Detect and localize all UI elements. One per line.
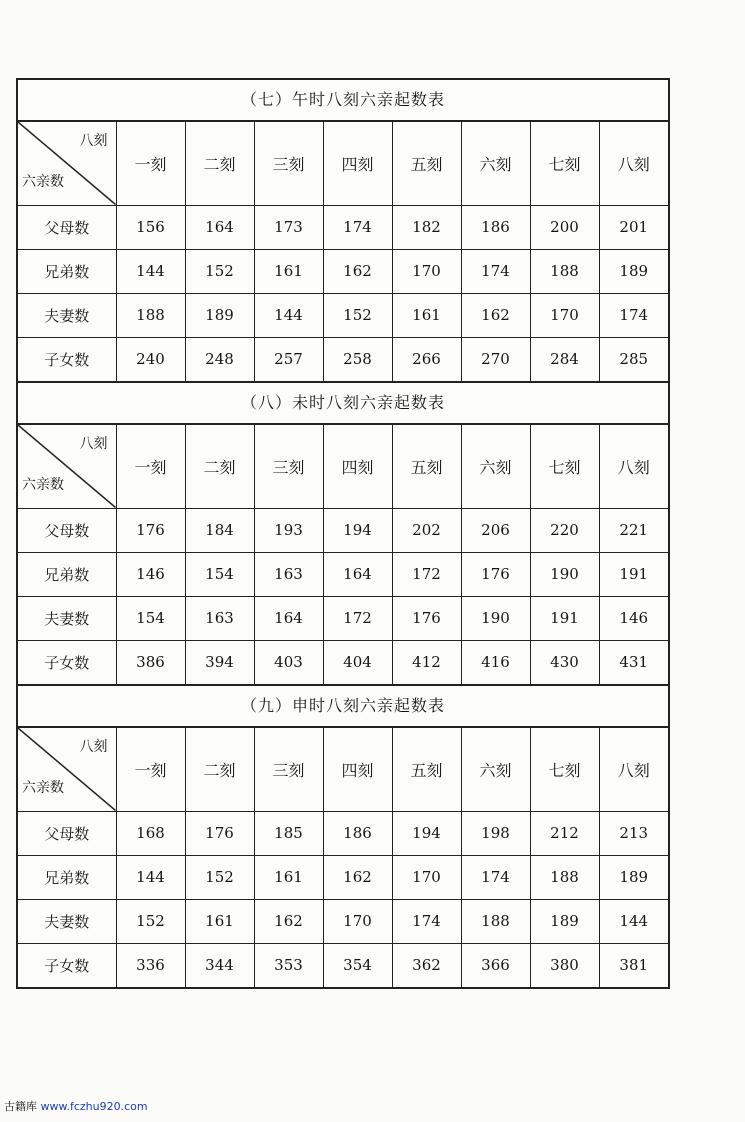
table-cell: 163 bbox=[185, 596, 254, 640]
table-cell: 186 bbox=[323, 811, 392, 855]
table-cell: 202 bbox=[392, 508, 461, 552]
row-label: 父母数 bbox=[18, 205, 116, 249]
table-row bbox=[18, 811, 668, 855]
table-cell: 173 bbox=[254, 205, 323, 249]
row-label: 夫妻数 bbox=[18, 293, 116, 337]
table-cell: 164 bbox=[254, 596, 323, 640]
table-cell: 144 bbox=[254, 293, 323, 337]
table-cell: 240 bbox=[116, 337, 185, 381]
column-header: 七刻 bbox=[530, 728, 599, 811]
table-cell: 168 bbox=[116, 811, 185, 855]
table-cell: 176 bbox=[461, 552, 530, 596]
table-cell: 174 bbox=[461, 249, 530, 293]
column-header: 四刻 bbox=[323, 122, 392, 205]
table-cell: 162 bbox=[461, 293, 530, 337]
column-header: 四刻 bbox=[323, 425, 392, 508]
table-cell: 164 bbox=[323, 552, 392, 596]
table-row bbox=[18, 943, 668, 987]
table-row bbox=[18, 249, 668, 293]
corner-bottom-label: 六亲数 bbox=[22, 476, 64, 493]
table-cell: 176 bbox=[185, 811, 254, 855]
table-row bbox=[18, 337, 668, 381]
column-header: 六刻 bbox=[461, 122, 530, 205]
table-cell: 174 bbox=[599, 293, 668, 337]
table-cell: 189 bbox=[530, 899, 599, 943]
corner-header-cell bbox=[18, 728, 116, 811]
column-header: 二刻 bbox=[185, 122, 254, 205]
column-header: 一刻 bbox=[116, 122, 185, 205]
column-header: 六刻 bbox=[461, 728, 530, 811]
table-cell: 193 bbox=[254, 508, 323, 552]
row-label: 兄弟数 bbox=[18, 855, 116, 899]
table-cell: 188 bbox=[530, 855, 599, 899]
table-cell: 194 bbox=[392, 811, 461, 855]
table-row bbox=[18, 596, 668, 640]
row-label: 父母数 bbox=[18, 811, 116, 855]
column-header: 三刻 bbox=[254, 122, 323, 205]
table-cell: 189 bbox=[599, 249, 668, 293]
table-cell: 257 bbox=[254, 337, 323, 381]
document-page bbox=[16, 78, 670, 989]
row-label: 子女数 bbox=[18, 337, 116, 381]
table-cell: 191 bbox=[599, 552, 668, 596]
footer-url-link[interactable]: www.fczhu920.com bbox=[40, 1100, 148, 1113]
table-cell: 162 bbox=[254, 899, 323, 943]
row-label: 子女数 bbox=[18, 640, 116, 684]
table-cell: 190 bbox=[461, 596, 530, 640]
table-cell: 188 bbox=[530, 249, 599, 293]
table-cell: 152 bbox=[323, 293, 392, 337]
table-cell: 431 bbox=[599, 640, 668, 684]
table-cell: 212 bbox=[530, 811, 599, 855]
table-cell: 380 bbox=[530, 943, 599, 987]
table-cell: 258 bbox=[323, 337, 392, 381]
column-header: 二刻 bbox=[185, 728, 254, 811]
table-cell: 354 bbox=[323, 943, 392, 987]
table-cell: 161 bbox=[254, 855, 323, 899]
column-header: 二刻 bbox=[185, 425, 254, 508]
table-cell: 152 bbox=[185, 855, 254, 899]
row-label: 父母数 bbox=[18, 508, 116, 552]
row-label: 兄弟数 bbox=[18, 552, 116, 596]
corner-bottom-label: 六亲数 bbox=[22, 779, 64, 796]
table-cell: 189 bbox=[185, 293, 254, 337]
table-cell: 285 bbox=[599, 337, 668, 381]
table-cell: 154 bbox=[185, 552, 254, 596]
table-cell: 172 bbox=[392, 552, 461, 596]
column-header: 八刻 bbox=[599, 122, 668, 205]
table-cell: 336 bbox=[116, 943, 185, 987]
table-cell: 366 bbox=[461, 943, 530, 987]
table-cell: 162 bbox=[323, 249, 392, 293]
table-cell: 284 bbox=[530, 337, 599, 381]
corner-top-label: 八刻 bbox=[79, 739, 108, 755]
table-cell: 188 bbox=[461, 899, 530, 943]
footer-watermark bbox=[4, 1098, 148, 1114]
corner-bottom-label: 六亲数 bbox=[22, 173, 64, 190]
table-cell: 170 bbox=[392, 855, 461, 899]
table-cell: 152 bbox=[116, 899, 185, 943]
table-cell: 188 bbox=[116, 293, 185, 337]
row-label: 夫妻数 bbox=[18, 899, 116, 943]
column-header: 五刻 bbox=[392, 425, 461, 508]
row-label: 子女数 bbox=[18, 943, 116, 987]
column-header: 七刻 bbox=[530, 425, 599, 508]
table-cell: 162 bbox=[323, 855, 392, 899]
table-cell: 164 bbox=[185, 205, 254, 249]
six-relatives-table-7 bbox=[18, 122, 668, 381]
table-cell: 144 bbox=[599, 899, 668, 943]
column-header: 三刻 bbox=[254, 425, 323, 508]
table-cell: 190 bbox=[530, 552, 599, 596]
table-cell: 163 bbox=[254, 552, 323, 596]
table-cell: 156 bbox=[116, 205, 185, 249]
column-header: 八刻 bbox=[599, 425, 668, 508]
corner-top-label: 八刻 bbox=[79, 436, 108, 452]
table-row bbox=[18, 205, 668, 249]
table-cell: 412 bbox=[392, 640, 461, 684]
column-header: 五刻 bbox=[392, 122, 461, 205]
row-label: 兄弟数 bbox=[18, 249, 116, 293]
table-cell: 170 bbox=[392, 249, 461, 293]
row-label: 夫妻数 bbox=[18, 596, 116, 640]
table-cell: 170 bbox=[530, 293, 599, 337]
table-cell: 189 bbox=[599, 855, 668, 899]
column-header: 四刻 bbox=[323, 728, 392, 811]
table-cell: 174 bbox=[392, 899, 461, 943]
table-cell: 174 bbox=[323, 205, 392, 249]
corner-top-label: 八刻 bbox=[79, 133, 108, 149]
table-cell: 404 bbox=[323, 640, 392, 684]
column-header: 七刻 bbox=[530, 122, 599, 205]
table-row bbox=[18, 855, 668, 899]
table-cell: 353 bbox=[254, 943, 323, 987]
table-cell: 266 bbox=[392, 337, 461, 381]
table-cell: 182 bbox=[392, 205, 461, 249]
table-cell: 194 bbox=[323, 508, 392, 552]
table-cell: 198 bbox=[461, 811, 530, 855]
table-cell: 430 bbox=[530, 640, 599, 684]
table-cell: 185 bbox=[254, 811, 323, 855]
table-cell: 161 bbox=[185, 899, 254, 943]
table-cell: 221 bbox=[599, 508, 668, 552]
table-row bbox=[18, 293, 668, 337]
column-header: 五刻 bbox=[392, 728, 461, 811]
table-cell: 386 bbox=[116, 640, 185, 684]
table-title-8: （八）未时八刻六亲起数表 bbox=[18, 381, 668, 425]
table-cell: 144 bbox=[116, 855, 185, 899]
table-cell: 220 bbox=[530, 508, 599, 552]
table-cell: 206 bbox=[461, 508, 530, 552]
corner-header-cell bbox=[18, 425, 116, 508]
table-cell: 174 bbox=[461, 855, 530, 899]
table-title-9: （九）申时八刻六亲起数表 bbox=[18, 684, 668, 728]
table-cell: 200 bbox=[530, 205, 599, 249]
table-cell: 184 bbox=[185, 508, 254, 552]
table-row bbox=[18, 899, 668, 943]
table-cell: 172 bbox=[323, 596, 392, 640]
column-header: 三刻 bbox=[254, 728, 323, 811]
table-cell: 270 bbox=[461, 337, 530, 381]
table-cell: 394 bbox=[185, 640, 254, 684]
table-cell: 176 bbox=[116, 508, 185, 552]
footer-site-name: 古籍库 bbox=[4, 1100, 37, 1113]
six-relatives-table-9 bbox=[18, 728, 668, 987]
table-cell: 248 bbox=[185, 337, 254, 381]
table-cell: 381 bbox=[599, 943, 668, 987]
column-header: 八刻 bbox=[599, 728, 668, 811]
table-cell: 170 bbox=[323, 899, 392, 943]
table-cell: 186 bbox=[461, 205, 530, 249]
table-cell: 201 bbox=[599, 205, 668, 249]
table-cell: 191 bbox=[530, 596, 599, 640]
table-cell: 161 bbox=[392, 293, 461, 337]
corner-header-cell bbox=[18, 122, 116, 205]
table-cell: 416 bbox=[461, 640, 530, 684]
table-title-7: （七）午时八刻六亲起数表 bbox=[18, 80, 668, 122]
table-cell: 154 bbox=[116, 596, 185, 640]
table-row bbox=[18, 508, 668, 552]
table-cell: 144 bbox=[116, 249, 185, 293]
table-cell: 146 bbox=[116, 552, 185, 596]
six-relatives-table-8 bbox=[18, 425, 668, 684]
table-row bbox=[18, 552, 668, 596]
table-cell: 344 bbox=[185, 943, 254, 987]
table-cell: 213 bbox=[599, 811, 668, 855]
table-cell: 161 bbox=[254, 249, 323, 293]
table-cell: 146 bbox=[599, 596, 668, 640]
table-row bbox=[18, 640, 668, 684]
table-cell: 403 bbox=[254, 640, 323, 684]
column-header: 一刻 bbox=[116, 425, 185, 508]
table-cell: 152 bbox=[185, 249, 254, 293]
table-cell: 362 bbox=[392, 943, 461, 987]
column-header: 六刻 bbox=[461, 425, 530, 508]
table-cell: 176 bbox=[392, 596, 461, 640]
column-header: 一刻 bbox=[116, 728, 185, 811]
